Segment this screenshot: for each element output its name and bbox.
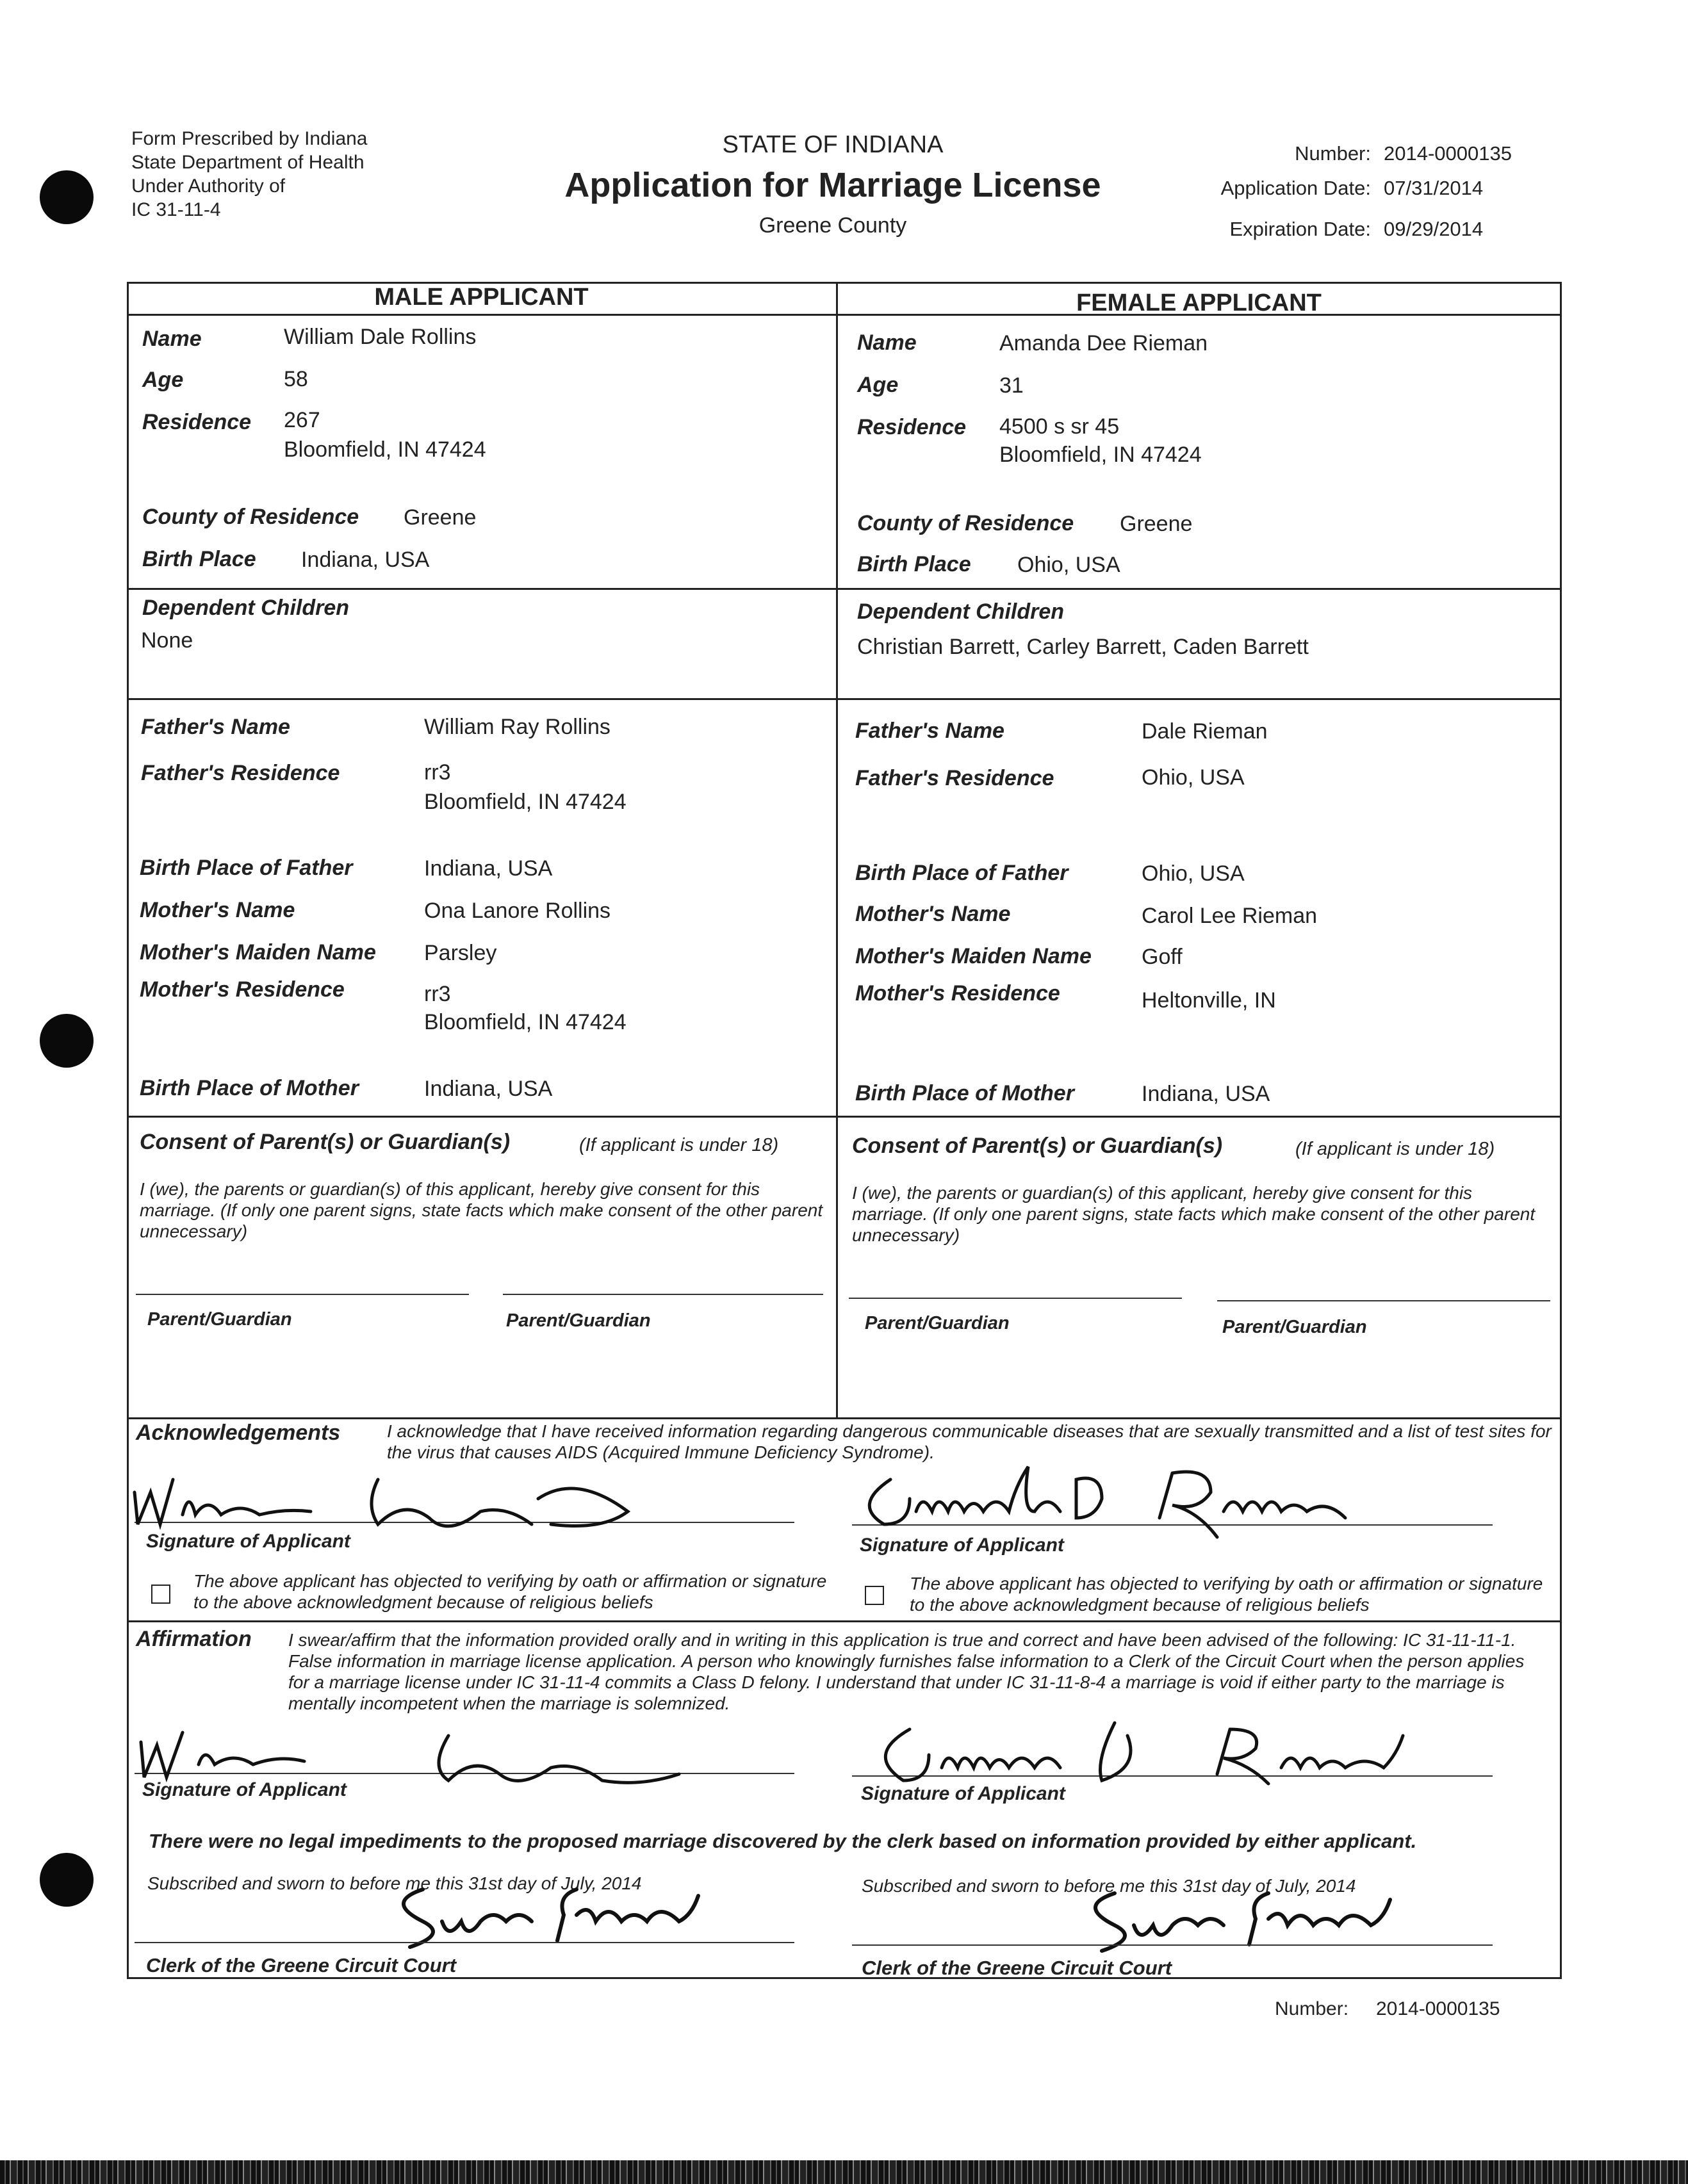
male-birth-mother-label: Birth Place of Mother: [140, 1076, 359, 1100]
female-dependents-label: Dependent Children: [857, 599, 1065, 624]
divider: [127, 588, 1562, 590]
male-name-value: William Dale Rollins: [284, 325, 477, 349]
male-mother-maiden-value: Parsley: [424, 941, 497, 965]
male-mother-res-line2: Bloomfield, IN 47424: [424, 1010, 627, 1034]
male-county-label: County of Residence: [142, 505, 359, 529]
scan-edge-strip: [0, 2160, 1688, 2184]
female-mother-maiden-value: Goff: [1142, 945, 1183, 969]
application-date-value: 07/31/2014: [1384, 177, 1484, 199]
male-father-res-line1: rr3: [424, 760, 451, 785]
female-county-label: County of Residence: [857, 511, 1074, 535]
divider: [127, 698, 1562, 700]
female-birthplace-label: Birth Place: [857, 552, 971, 576]
male-parent-signature-line: [136, 1294, 469, 1295]
county-heading: Greene County: [758, 213, 907, 238]
authority-line: Form Prescribed by Indiana: [131, 128, 368, 149]
female-birth-father-label: Birth Place of Father: [855, 861, 1069, 885]
male-father-res-label: Father's Residence: [141, 761, 340, 785]
male-consent-title: Consent of Parent(s) or Guardian(s): [140, 1130, 511, 1154]
male-mother-res-label: Mother's Residence: [140, 977, 345, 1002]
number-label: Number:: [1295, 142, 1371, 165]
female-mother-name-value: Carol Lee Rieman: [1142, 904, 1318, 928]
authority-line: Under Authority of: [131, 175, 286, 197]
male-name-label: Name: [142, 327, 202, 351]
male-ack-signature-label: Signature of Applicant: [146, 1531, 350, 1552]
female-affirm-signature-label: Signature of Applicant: [861, 1783, 1065, 1804]
acknowledgement-text: I acknowledge that I have received information regarding dangerous communicable diseases that are sexually transmitted and a list of test sites for the virus that causes AIDS (Acquired Immune Deficiency Syndrome).: [387, 1421, 1552, 1462]
authority-line: State Department of Health: [131, 152, 365, 173]
male-clerk-label: Clerk of the Greene Circuit Court: [146, 1954, 457, 1976]
divider: [127, 1116, 1562, 1118]
male-county-value: Greene: [404, 505, 477, 530]
male-affirm-signature-label: Signature of Applicant: [142, 1779, 347, 1800]
female-mother-maiden-label: Mother's Maiden Name: [855, 944, 1092, 968]
male-birth-father-value: Indiana, USA: [424, 856, 553, 881]
female-birth-mother-label: Birth Place of Mother: [855, 1081, 1074, 1105]
male-father-res-line2: Bloomfield, IN 47424: [424, 790, 627, 814]
affirmation-label: Affirmation: [136, 1627, 252, 1651]
male-mother-maiden-label: Mother's Maiden Name: [140, 940, 376, 965]
female-clerk-signature-line: [852, 1944, 1493, 1946]
page-title: Application for Marriage License: [564, 166, 1101, 204]
female-mother-name-label: Mother's Name: [855, 902, 1011, 926]
male-father-name-value: William Ray Rollins: [424, 715, 610, 739]
female-clerk-signature: [1076, 1880, 1435, 1951]
no-impediments-statement: There were no legal impediments to the proposed marriage discovered by the clerk based on information provided by either applicant.: [149, 1830, 1417, 1852]
male-age-value: 58: [284, 367, 308, 391]
expiration-date-label: Expiration Date:: [1229, 218, 1371, 240]
male-residence-label: Residence: [142, 410, 252, 434]
male-consent-text: I (we), the parents or guardian(s) of this applicant, hereby give consent for this marriage. (If only one parent signs, state facts which make consent of the other parent unnecessary): [140, 1179, 823, 1241]
male-objection-text: The above applicant has objected to verifying by oath or affirmation or signature to the above acknowledgment because of religious beliefs: [193, 1571, 827, 1612]
female-sworn-text: Subscribed and sworn to before me this 31st day of July, 2014: [862, 1876, 1356, 1896]
male-consent-note: (If applicant is under 18): [579, 1135, 779, 1155]
male-parent-guardian-label: Parent/Guardian: [506, 1310, 651, 1331]
number-value: 2014-0000135: [1384, 142, 1512, 165]
male-clerk-signature: [384, 1877, 743, 1947]
male-dependents-label: Dependent Children: [142, 596, 350, 620]
male-dependents-value: None: [141, 628, 193, 653]
male-father-name-label: Father's Name: [141, 715, 290, 739]
female-birthplace-value: Ohio, USA: [1017, 553, 1120, 577]
female-father-res-value: Ohio, USA: [1142, 765, 1245, 790]
female-ack-signature: [865, 1447, 1473, 1531]
female-affirm-signature: [871, 1710, 1480, 1787]
female-county-value: Greene: [1120, 512, 1193, 536]
female-parent-signature-line: [1217, 1300, 1550, 1301]
divider: [127, 1417, 1562, 1419]
female-consent-note: (If applicant is under 18): [1295, 1139, 1495, 1159]
state-heading: STATE OF INDIANA: [722, 131, 944, 158]
female-consent-title: Consent of Parent(s) or Guardian(s): [852, 1134, 1223, 1158]
form-authority: [131, 127, 368, 222]
male-residence-line1: 267: [284, 408, 320, 432]
male-sworn-text: Subscribed and sworn to before me this 31st day of July, 2014: [147, 1873, 642, 1893]
female-name-value: Amanda Dee Rieman: [999, 331, 1208, 355]
female-mother-res-value: Heltonville, IN: [1142, 988, 1276, 1013]
male-birth-mother-value: Indiana, USA: [424, 1077, 553, 1101]
acknowledgements-label: Acknowledgements: [136, 1421, 341, 1445]
authority-line: IC 31-11-4: [131, 199, 221, 220]
divider: [836, 282, 838, 1417]
female-residence-label: Residence: [857, 415, 967, 439]
male-parent-guardian-label: Parent/Guardian: [147, 1309, 292, 1330]
binder-hole-top: [40, 170, 94, 224]
female-residence-line2: Bloomfield, IN 47424: [999, 443, 1202, 467]
male-affirm-signature: [128, 1716, 737, 1787]
female-birth-father-value: Ohio, USA: [1142, 861, 1245, 886]
female-father-res-label: Father's Residence: [855, 766, 1054, 790]
female-mother-res-label: Mother's Residence: [855, 981, 1060, 1006]
female-applicant-heading: FEMALE APPLICANT: [1076, 289, 1322, 316]
female-religious-objection-checkbox[interactable]: [865, 1586, 884, 1605]
female-ack-signature-label: Signature of Applicant: [860, 1535, 1064, 1556]
female-residence-line1: 4500 s sr 45: [999, 414, 1120, 439]
male-mother-name-value: Ona Lanore Rollins: [424, 899, 611, 923]
divider: [127, 1620, 1562, 1622]
male-religious-objection-checkbox[interactable]: [151, 1585, 170, 1604]
male-residence-line2: Bloomfield, IN 47424: [284, 437, 486, 462]
female-age-value: 31: [999, 373, 1024, 398]
male-age-label: Age: [142, 368, 184, 392]
female-consent-text: I (we), the parents or guardian(s) of this applicant, hereby give consent for this marriage. (If only one parent signs, state facts which make consent of the other parent unnecessary): [852, 1183, 1536, 1245]
female-father-name-label: Father's Name: [855, 719, 1004, 743]
female-parent-signature-line: [849, 1298, 1182, 1299]
male-birthplace-value: Indiana, USA: [301, 548, 430, 572]
male-clerk-signature-line: [135, 1942, 794, 1943]
male-ack-signature: [122, 1454, 762, 1537]
female-dependents-value: Christian Barrett, Carley Barrett, Caden Barrett: [857, 635, 1309, 659]
affirmation-text: I swear/affirm that the information provided orally and in writing in this application is true and correct and have been advised of the following: IC 31-11-11-1. False information in marriage license application. A person who knowingly furnishes false information to a Clerk of the Circuit Court when the person applies for a marriage license under IC 31-11-4 commits a Class D felony. I understand that under IC 31-11-8-4 a marriage is void if either party to the marriage is mentally incompetent when the marriage is solemnized.: [288, 1630, 1525, 1713]
female-age-label: Age: [857, 373, 899, 397]
application-date-label: Application Date:: [1220, 177, 1371, 199]
footer-number-label: Number:: [1275, 1998, 1349, 2019]
binder-hole-bottom: [40, 1853, 94, 1907]
female-parent-guardian-label: Parent/Guardian: [865, 1313, 1010, 1333]
female-name-label: Name: [857, 330, 917, 355]
male-mother-res-line1: rr3: [424, 982, 451, 1006]
female-clerk-label: Clerk of the Greene Circuit Court: [862, 1957, 1172, 1979]
male-birthplace-label: Birth Place: [142, 547, 256, 571]
male-applicant-heading: MALE APPLICANT: [374, 284, 589, 311]
female-father-name-value: Dale Rieman: [1142, 719, 1268, 744]
female-birth-mother-value: Indiana, USA: [1142, 1082, 1270, 1106]
male-birth-father-label: Birth Place of Father: [140, 856, 353, 880]
male-parent-signature-line: [503, 1294, 823, 1295]
female-objection-text: The above applicant has objected to verifying by oath or affirmation or signature to the above acknowledgment because of religious beliefs: [910, 1574, 1543, 1615]
binder-hole-middle: [40, 1014, 94, 1068]
female-parent-guardian-label: Parent/Guardian: [1222, 1317, 1367, 1337]
footer-number-value: 2014-0000135: [1376, 1998, 1500, 2019]
expiration-date-value: 09/29/2014: [1384, 218, 1484, 240]
male-mother-name-label: Mother's Name: [140, 898, 295, 922]
